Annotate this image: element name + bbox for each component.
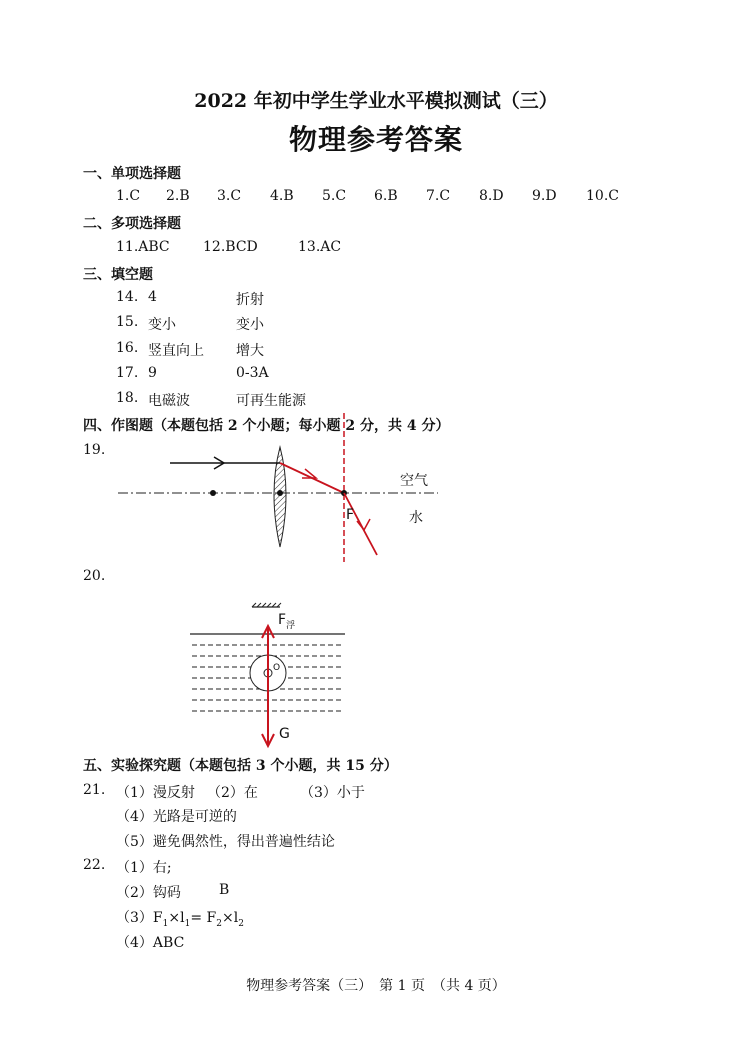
- fill-answer-16b: 增大: [236, 343, 264, 359]
- q21-answer-5: （5）避免偶然性，得出普遍性结论: [116, 834, 335, 850]
- section-heading-multiple-choice: 二、多项选择题: [83, 216, 181, 232]
- fill-num-16: 16.: [116, 340, 139, 356]
- answer-6: 6.B: [374, 188, 398, 204]
- answer-13: 13.AC: [298, 239, 342, 255]
- fill-answer-16a: 竖直向上: [148, 343, 204, 359]
- q22-answer-4: （4）ABC: [116, 935, 185, 951]
- page-subtitle: 物理参考答案: [288, 123, 463, 156]
- label-buoyancy: $F_浮$: [278, 612, 296, 631]
- fill-num-15: 15.: [116, 314, 139, 330]
- q22-answer-2b: B: [219, 882, 230, 898]
- label-buoyancy-sub: 浮: [286, 620, 296, 631]
- fill-answer-17b: 0-3A: [236, 365, 269, 381]
- page-footer: 物理参考答案（三） 第 1 页 （共 4 页）: [246, 978, 506, 994]
- fill-num-14: 14.: [116, 289, 139, 305]
- page-title: 2022 年初中学生学业水平模拟测试（三）: [194, 90, 558, 112]
- fill-num-18: 18.: [116, 390, 139, 406]
- fill-answer-15a: 变小: [148, 317, 176, 333]
- question-20-number: 20.: [83, 568, 106, 584]
- answer-7: 7.C: [426, 188, 451, 204]
- fill-answer-14b: 折射: [236, 292, 264, 308]
- section-heading-fill-in: 三、填空题: [83, 267, 153, 283]
- label-center-o: O: [273, 663, 281, 673]
- answer-12: 12.BCD: [203, 239, 258, 255]
- section-heading-single-choice: 一、单项选择题: [83, 166, 181, 182]
- q22-answer-1: （1）右;: [116, 860, 172, 876]
- label-water: 水: [409, 510, 423, 526]
- fill-answer-15b: 变小: [236, 317, 264, 333]
- q21-answer-4: （4）光路是可逆的: [116, 809, 237, 825]
- q22-answer-3: $(3)F_1\times l_1= F_2\times l_2$: [116, 910, 244, 929]
- answer-9: 9.D: [532, 188, 557, 204]
- answer-1: 1.C: [116, 188, 141, 204]
- answer-8: 8.D: [479, 188, 504, 204]
- question-22-number: 22.: [83, 857, 106, 873]
- q21-answer-3: （3）小于: [300, 785, 365, 801]
- q21-answer-1: （1）漫反射: [116, 785, 195, 801]
- answer-4: 4.B: [270, 188, 294, 204]
- answer-11: 11.ABC: [116, 239, 170, 255]
- fill-num-17: 17.: [116, 365, 139, 381]
- section-heading-experiment: 五、实验探究题（本题包括 3 个小题，共 15 分）: [83, 758, 398, 774]
- label-focus-f: F: [346, 507, 355, 523]
- fill-answer-14a: 4: [148, 289, 157, 305]
- label-air: 空气: [400, 473, 428, 489]
- fill-answer-17a: 9: [148, 365, 157, 381]
- fill-answer-18a: 电磁波: [148, 393, 190, 409]
- fill-answer-18b: 可再生能源: [236, 393, 306, 409]
- answer-5: 5.C: [322, 188, 347, 204]
- q22-answer-2: （2）钩码: [116, 885, 181, 901]
- answer-3: 3.C: [217, 188, 242, 204]
- answer-2: 2.B: [166, 188, 190, 204]
- label-gravity: G: [279, 726, 290, 742]
- question-21-number: 21.: [83, 782, 106, 798]
- answer-10: 10.C: [586, 188, 619, 204]
- section-heading-drawing: 四、作图题（本题包括 2 个小题；每小题 2 分，共 4 分）: [83, 418, 450, 434]
- q21-answer-2: （2）在: [207, 785, 258, 801]
- question-19-number: 19.: [83, 442, 106, 458]
